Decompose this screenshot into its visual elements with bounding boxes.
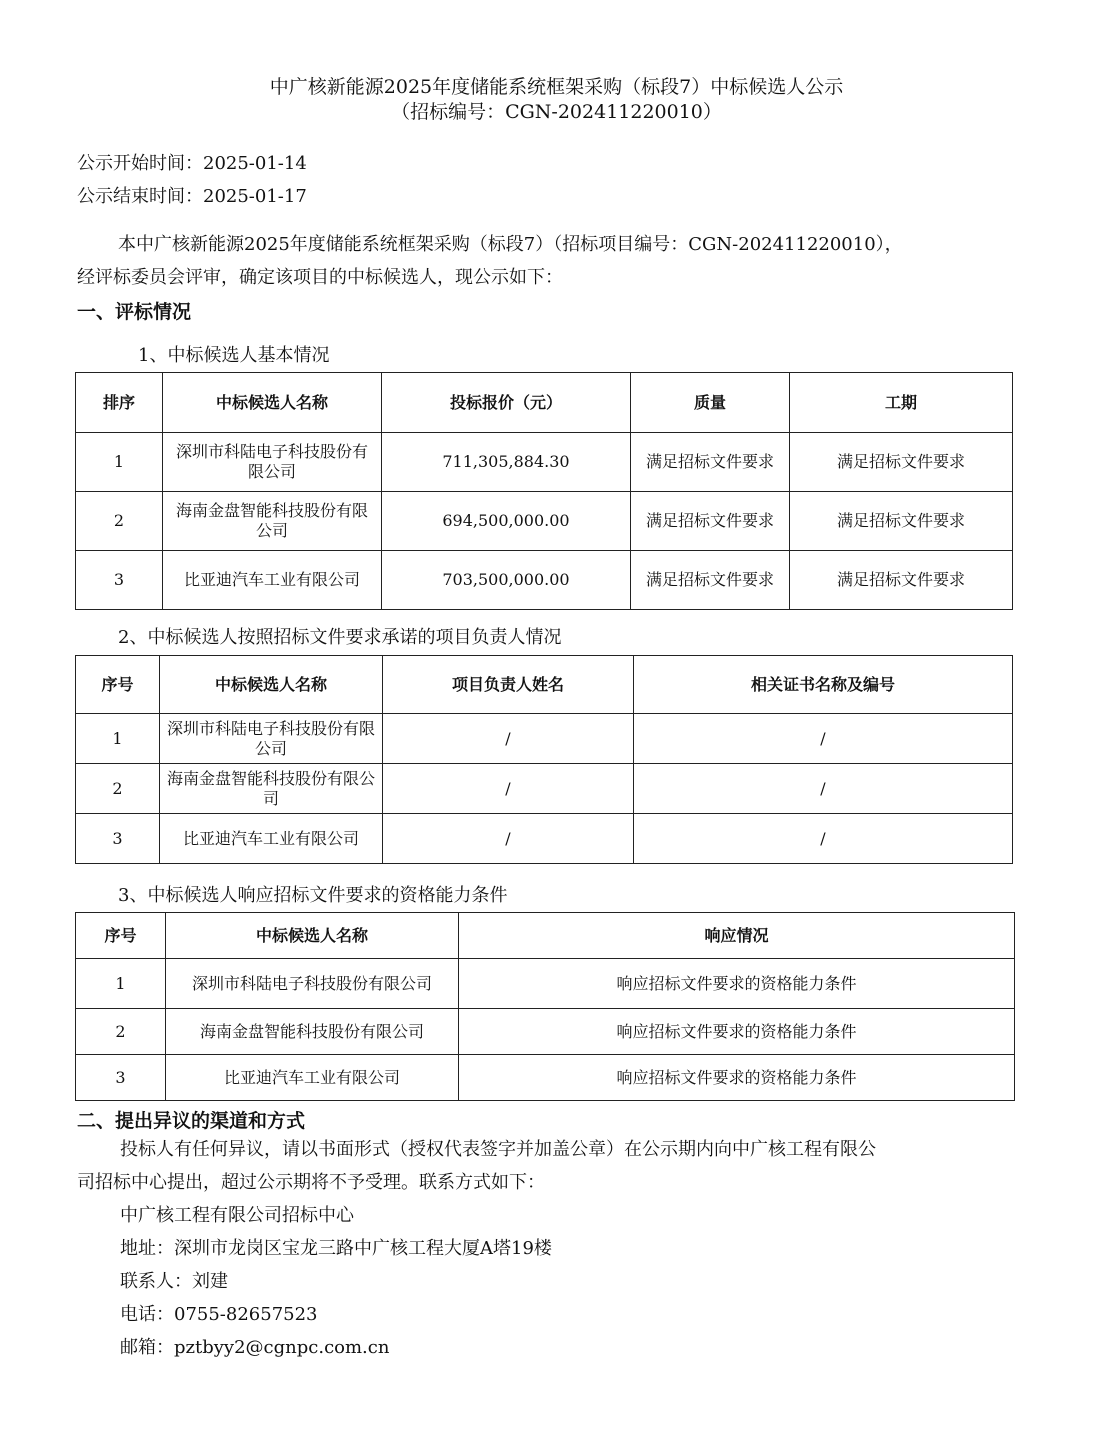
rank-cell: 2 [76, 492, 163, 551]
candidate-name-cell: 比亚迪汽车工业有限公司 [166, 1055, 459, 1101]
duration-cell: 满足招标文件要求 [790, 551, 1013, 610]
contact-organization: 中广核工程有限公司招标中心 [120, 1205, 354, 1226]
table-row [76, 1009, 1015, 1055]
candidate-basic-info-table [75, 372, 1013, 610]
manager-name-cell: / [383, 814, 634, 864]
bid-price-cell: 703,500,000.00 [382, 551, 631, 610]
subsection-1-title: 1、中标候选人基本情况 [138, 345, 330, 366]
header-certificate: 相关证书名称及编号 [634, 656, 1013, 714]
contact-address: 地址：深圳市龙岗区宝龙三路中广核工程大厦A塔19楼 [120, 1238, 552, 1259]
section-2-heading: 二、提出异议的渠道和方式 [77, 1110, 306, 1132]
certificate-cell: / [634, 714, 1013, 764]
response-cell: 响应招标文件要求的资格能力条件 [459, 1055, 1015, 1101]
publicity-start-time: 公示开始时间：2025-01-14 [77, 153, 307, 174]
manager-name-cell: / [383, 764, 634, 814]
table-row [76, 764, 1013, 814]
table-row [76, 551, 1013, 610]
serial-cell: 3 [76, 814, 160, 864]
qualification-response-table [75, 912, 1015, 1101]
table-row [76, 959, 1015, 1009]
quality-cell: 满足招标文件要求 [631, 433, 790, 492]
response-cell: 响应招标文件要求的资格能力条件 [459, 959, 1015, 1009]
publicity-end-time: 公示结束时间：2025-01-17 [77, 186, 307, 207]
intro-line-1: 本中广核新能源2025年度储能系统框架采购（标段7）（招标项目编号：CGN-202411220010）， [118, 234, 903, 255]
objection-paragraph-line-1: 投标人有任何异议，请以书面形式（授权代表签字并加盖公章）在公示期内向中广核工程有限公 [120, 1139, 876, 1160]
table-row [76, 714, 1013, 764]
intro-line-2: 经评标委员会评审，确定该项目的中标候选人，现公示如下： [77, 267, 563, 288]
candidate-name-cell: 比亚迪汽车工业有限公司 [163, 551, 382, 610]
header-candidate-name: 中标候选人名称 [166, 913, 459, 959]
table-row [76, 433, 1013, 492]
subsection-2-title: 2、中标候选人按照招标文件要求承诺的项目负责人情况 [118, 627, 562, 648]
candidate-name-cell: 海南金盘智能科技股份有限公司 [163, 492, 382, 551]
certificate-cell: / [634, 814, 1013, 864]
section-1-heading: 一、评标情况 [77, 301, 192, 323]
header-candidate-name: 中标候选人名称 [163, 373, 382, 433]
objection-paragraph-line-2: 司招标中心提出，超过公示期将不予受理。联系方式如下： [77, 1172, 545, 1193]
candidate-name-cell: 海南金盘智能科技股份有限公司 [160, 764, 383, 814]
header-manager-name: 项目负责人姓名 [383, 656, 634, 714]
header-rank: 排序 [76, 373, 163, 433]
serial-cell: 2 [76, 764, 160, 814]
candidate-name-cell: 深圳市科陆电子科技股份有限公司 [166, 959, 459, 1009]
contact-person: 联系人：刘建 [120, 1271, 228, 1292]
project-manager-table [75, 655, 1013, 864]
serial-cell: 3 [76, 1055, 166, 1101]
duration-cell: 满足招标文件要求 [790, 492, 1013, 551]
subsection-3-title: 3、中标候选人响应招标文件要求的资格能力条件 [118, 885, 508, 906]
contact-phone: 电话：0755-82657523 [120, 1304, 318, 1325]
candidate-name-cell: 深圳市科陆电子科技股份有限公司 [163, 433, 382, 492]
header-duration: 工期 [790, 373, 1013, 433]
quality-cell: 满足招标文件要求 [631, 551, 790, 610]
serial-cell: 1 [76, 959, 166, 1009]
quality-cell: 满足招标文件要求 [631, 492, 790, 551]
header-response: 响应情况 [459, 913, 1015, 959]
bid-price-cell: 711,305,884.30 [382, 433, 631, 492]
header-serial: 序号 [76, 913, 166, 959]
rank-cell: 1 [76, 433, 163, 492]
bid-price-cell: 694,500,000.00 [382, 492, 631, 551]
table-row [76, 1055, 1015, 1101]
header-bid-price: 投标报价（元） [382, 373, 631, 433]
candidate-name-cell: 比亚迪汽车工业有限公司 [160, 814, 383, 864]
document-title: 中广核新能源2025年度储能系统框架采购（标段7）中标候选人公示 [269, 76, 844, 98]
serial-cell: 2 [76, 1009, 166, 1055]
candidate-name-cell: 海南金盘智能科技股份有限公司 [166, 1009, 459, 1055]
candidate-name-cell: 深圳市科陆电子科技股份有限公司 [160, 714, 383, 764]
response-cell: 响应招标文件要求的资格能力条件 [459, 1009, 1015, 1055]
serial-cell: 1 [76, 714, 160, 764]
table-row [76, 492, 1013, 551]
header-quality: 质量 [631, 373, 790, 433]
rank-cell: 3 [76, 551, 163, 610]
manager-name-cell: / [383, 714, 634, 764]
duration-cell: 满足招标文件要求 [790, 433, 1013, 492]
tender-number: （招标编号：CGN-202411220010） [391, 101, 722, 123]
certificate-cell: / [634, 764, 1013, 814]
header-serial: 序号 [76, 656, 160, 714]
table-row [76, 814, 1013, 864]
contact-email: 邮箱：pztbyy2@cgnpc.com.cn [120, 1337, 390, 1358]
header-candidate-name: 中标候选人名称 [160, 656, 383, 714]
